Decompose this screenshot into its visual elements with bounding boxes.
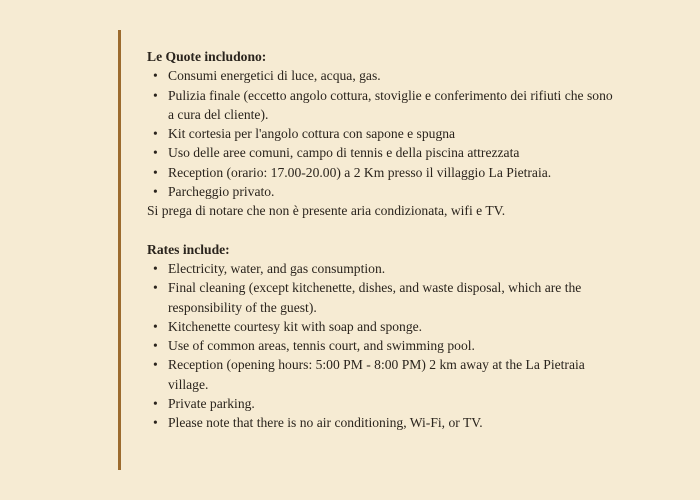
italian-note: Si prega di notare che non è presente aria condizionata, wifi e TV. — [147, 203, 506, 219]
english-item-common-areas: • Use of common areas, tennis court, and swimming pool. — [147, 336, 617, 355]
rates-document — [147, 47, 617, 433]
italian-list — [147, 66, 617, 201]
english-list — [147, 259, 617, 433]
italian-section — [147, 47, 617, 221]
italian-item-reception: • Reception (orario: 17.00-20.00) a 2 Km presso il villaggio La Pietraia. — [147, 163, 617, 182]
accent-rule — [118, 30, 121, 470]
english-item-parking: • Private parking. — [147, 394, 617, 413]
english-section — [147, 240, 617, 433]
english-item-reception: • Reception (opening hours: 5:00 PM - 8:00 PM) 2 km away at the La Pietraia village. — [147, 355, 617, 394]
italian-heading: Le Quote includono: — [147, 49, 267, 64]
italian-item-common-areas: • Uso delle aree comuni, campo di tennis e della piscina attrezzata — [147, 143, 617, 162]
english-heading: Rates include: — [147, 241, 230, 257]
section-spacer — [147, 221, 617, 240]
italian-item-kitchen-kit: • Kit cortesia per l'angolo cottura con sapone e spugna — [147, 124, 617, 143]
english-item-cleaning: • Final cleaning (except kitchenette, dishes, and waste disposal, which are the responsibility of the guest). — [147, 278, 617, 317]
english-item-note: • Please note that there is no air conditioning, Wi-Fi, or TV. — [147, 413, 617, 432]
italian-item-energy: • Consumi energetici di luce, acqua, gas. — [147, 66, 617, 85]
english-item-kitchen-kit: • Kitchenette courtesy kit with soap and sponge. — [147, 317, 617, 336]
italian-item-parking: • Parcheggio privato. — [147, 182, 617, 201]
english-item-utilities: • Electricity, water, and gas consumption. — [147, 259, 617, 278]
italian-item-cleaning: • Pulizia finale (eccetto angolo cottura, stoviglie e conferimento dei rifiuti che sono a cura del cliente). — [147, 86, 617, 125]
